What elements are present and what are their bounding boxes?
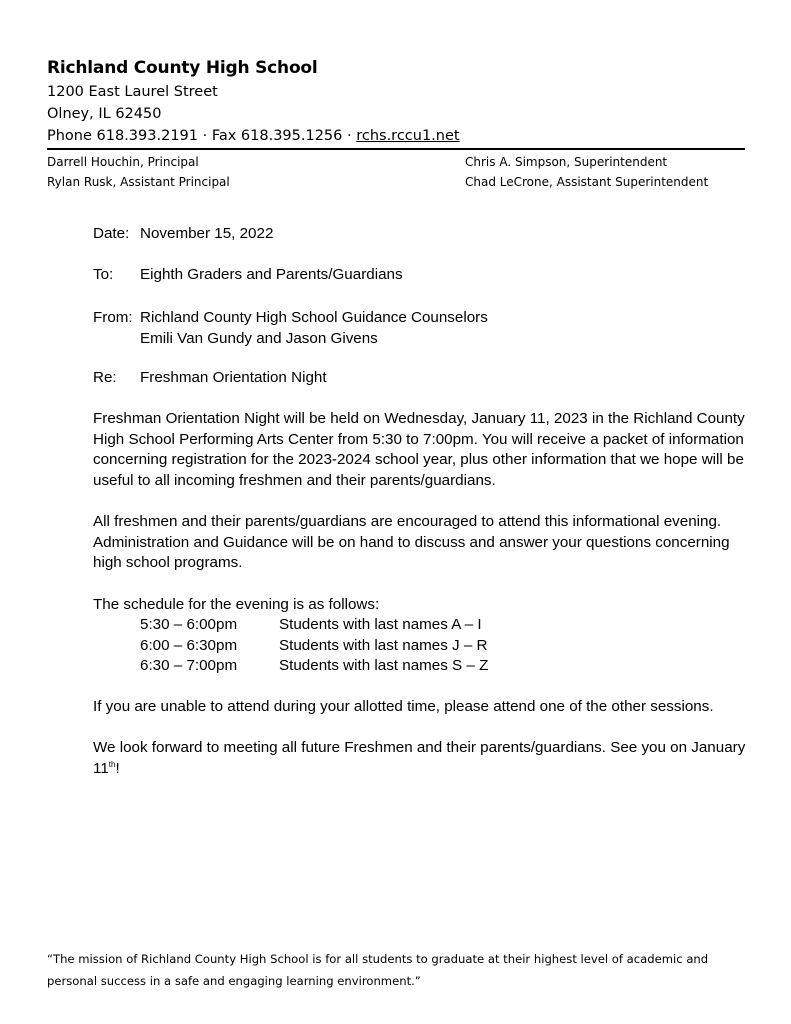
schedule-group: Students with last names J – R (279, 636, 488, 654)
paragraph-orientation: Freshman Orientation Night will be held on Wednesday, January 11, 2023 in the Richland County High School Performing Arts Center from 5:30 to 7:00pm. You will receive a packet of information concerning registration for the 2023-2024 school year, plus other information that we hope will be useful to all incoming freshmen and their parents/guardians. (93, 410, 745, 489)
staff-assistant-principal: Rylan Rusk, Assistant Principal (47, 174, 230, 189)
schedule-intro: The schedule for the evening is as follows: (93, 596, 380, 613)
schedule-group: Students with last names A – I (279, 616, 482, 633)
schedule-row (140, 636, 488, 657)
closing-text: We look forward to meeting all future Freshmen and their parents/guardians. See you on January 11 (93, 739, 746, 777)
staff-superintendents (465, 153, 708, 192)
schedule-list (140, 615, 488, 677)
from-label: From: (93, 309, 133, 326)
to-value: Eighth Graders and Parents/Guardians (140, 266, 403, 283)
closing-ordinal-suffix: th (108, 759, 116, 769)
staff-superintendent: Chris A. Simpson, Superintendent (465, 155, 668, 169)
schedule-row (140, 656, 488, 677)
staff-assistant-superintendent: Chad LeCrone, Assistant Superintendent (465, 174, 709, 189)
memo-to (93, 266, 403, 283)
letterhead-divider (47, 148, 745, 150)
staff-principal: Darrell Houchin, Principal (47, 155, 199, 169)
schedule-time: 5:30 – 6:00pm (140, 616, 238, 633)
memo-re (93, 369, 327, 386)
phone-fax: Phone 618.393.2191 · Fax 618.395.1256 · (47, 128, 357, 144)
school-name: Richland County High School (47, 58, 318, 78)
mission-statement: “The mission of Richland County High School is for all students to graduate at their highest level of academic and personal success in a safe and engaging learning environment.” (47, 952, 709, 988)
contact-line (47, 128, 460, 144)
date-label: Date: (93, 225, 130, 242)
closing-exclamation: ! (115, 759, 120, 777)
from-line-2: Emili Van Gundy and Jason Givens (140, 330, 378, 347)
to-label: To: (93, 266, 114, 283)
website-link[interactable]: rchs.rccu1.net (356, 128, 460, 144)
date-value: November 15, 2022 (140, 225, 274, 242)
staff-principals (47, 153, 230, 192)
schedule-row (140, 615, 488, 636)
paragraph-alternate-session: If you are unable to attend during your allotted time, please attend one of the other sessions. (93, 698, 714, 715)
schedule-group: Students with last names S – Z (279, 657, 489, 675)
memo-from (93, 307, 488, 349)
schedule-time: 6:00 – 6:30pm (140, 636, 238, 654)
address-city: Olney, IL 62450 (47, 106, 162, 122)
memo-date (93, 225, 273, 242)
schedule-time: 6:30 – 7:00pm (140, 657, 238, 675)
paragraph-encouragement: All freshmen and their parents/guardians are encouraged to attend this informational evening. Administration and Guidance will be on hand to discuss and answer your questions concerning high school programs. (93, 513, 730, 572)
paragraph-closing (93, 738, 753, 779)
address-street: 1200 East Laurel Street (47, 84, 218, 100)
re-label: Re: (93, 369, 117, 386)
re-value: Freshman Orientation Night (140, 369, 327, 386)
from-line-1: Richland County High School Guidance Counselors (140, 309, 488, 326)
